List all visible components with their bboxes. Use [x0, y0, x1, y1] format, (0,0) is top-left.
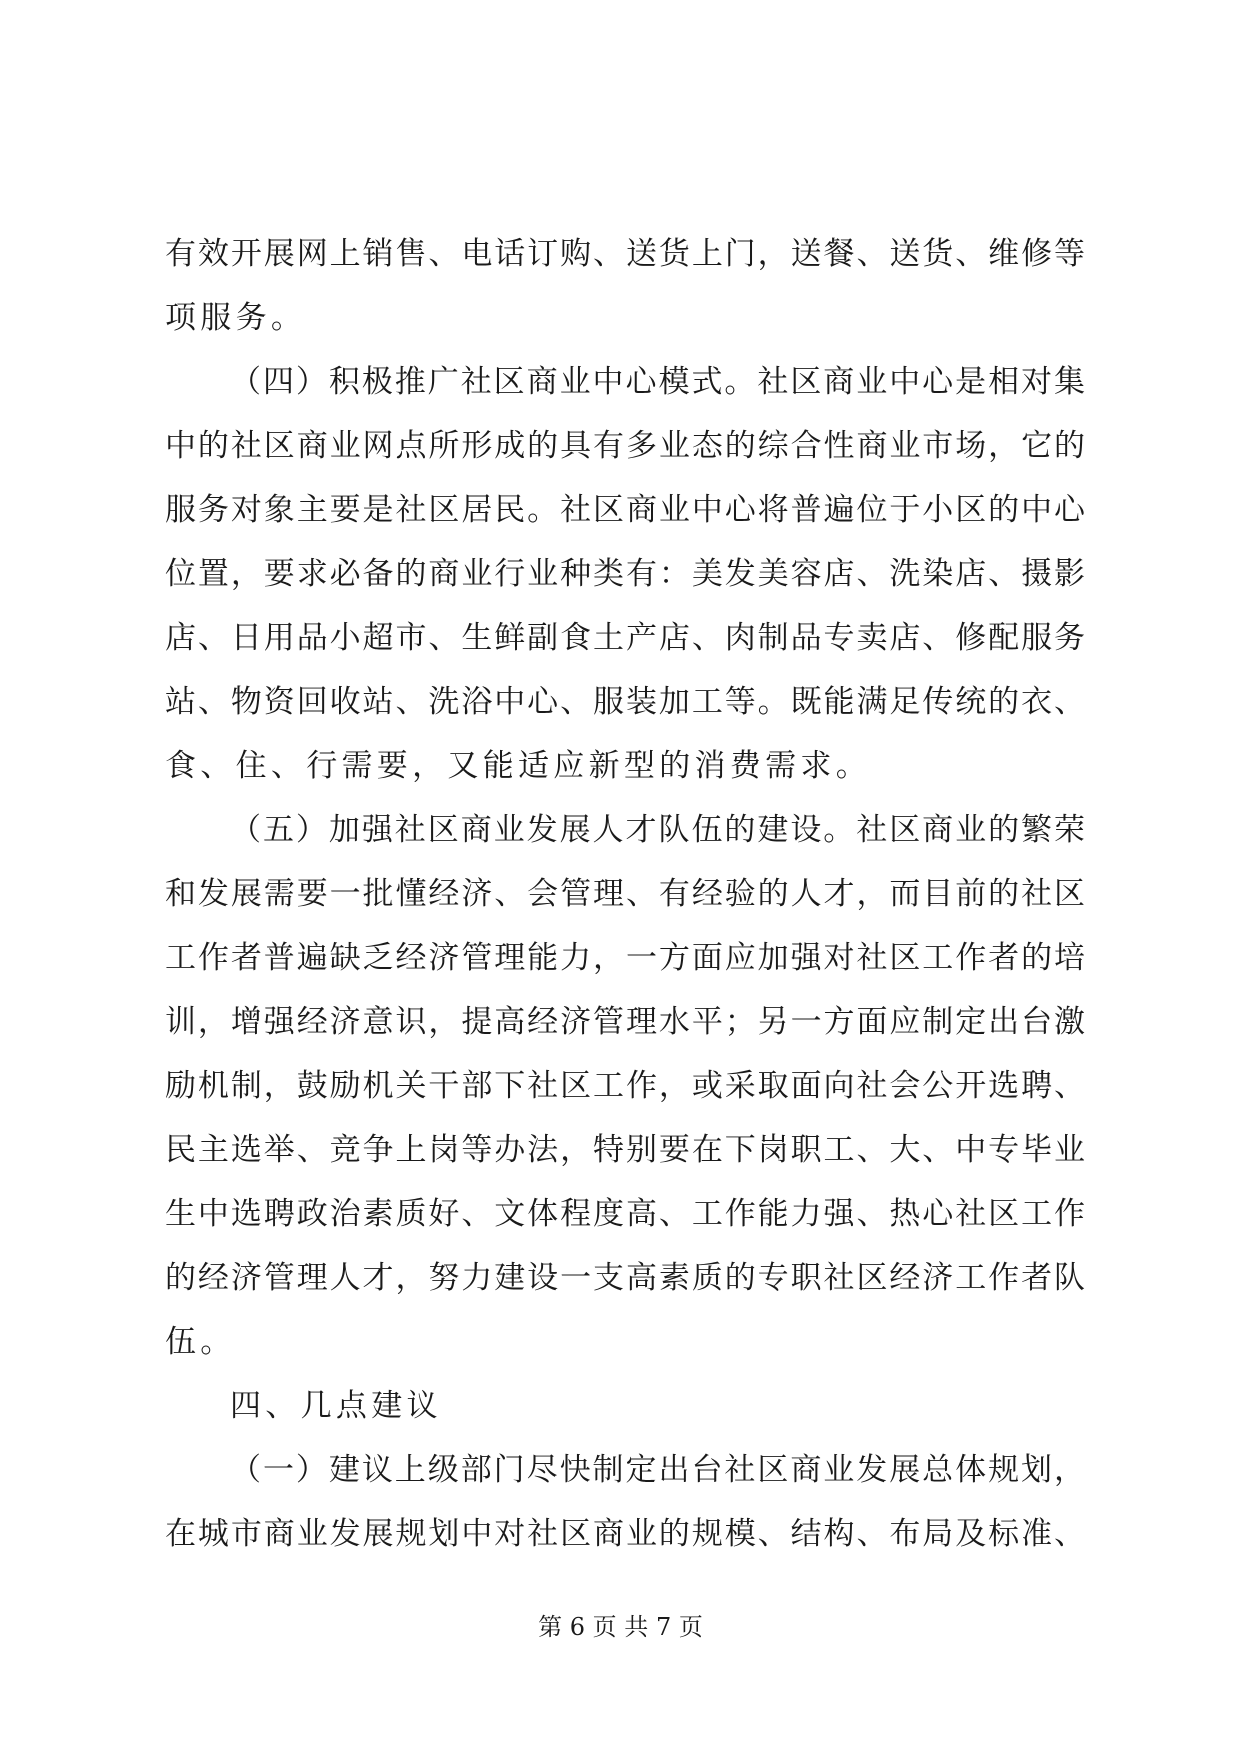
text-line: 励机制，鼓励机关干部下社区工作，或采取面向社会公开选聘、 — [165, 1068, 1085, 1104]
page-footer: 第 6 页 共 7 页 — [538, 1613, 703, 1641]
text-line: 生中选聘政治素质好、文体程度高、工作能力强、热心社区工作 — [165, 1196, 1085, 1232]
text-line: 店、日用品小超市、生鲜副食土产店、肉制品专卖店、修配服务 — [165, 620, 1085, 656]
text-line: 有效开展网上销售、电话订购、送货上门，送餐、送货、维修等 — [165, 236, 1085, 272]
text-line: 服务对象主要是社区居民。社区商业中心将普遍位于小区的中心 — [165, 492, 1085, 528]
text-line: 民主选举、竞争上岗等办法，特别要在下岗职工、大、中专毕业 — [165, 1132, 1085, 1168]
text-line: 位置，要求必备的商业行业种类有：美发美容店、洗染店、摄影 — [165, 556, 1085, 592]
text-line: 训，增强经济意识，提高经济管理水平；另一方面应制定出台激 — [165, 1004, 1085, 1040]
text-line: 食、住、行需要，又能适应新型的消费需求。 — [165, 748, 871, 784]
text-line: 伍。 — [165, 1324, 236, 1360]
text-line: 工作者普遍缺乏经济管理能力，一方面应加强对社区工作者的培 — [165, 940, 1085, 976]
text-line: 中的社区商业网点所形成的具有多业态的综合性商业市场，它的 — [165, 428, 1085, 464]
text-line: 项服务。 — [165, 300, 307, 336]
section-heading: 四、几点建议 — [230, 1388, 442, 1424]
text-line: 和发展需要一批懂经济、会管理、有经验的人才，而目前的社区 — [165, 876, 1085, 912]
paragraph-first-line: （四）积极推广社区商业中心模式。社区商业中心是相对集 — [230, 364, 1085, 400]
paragraph-first-line: （一）建议上级部门尽快制定出台社区商业发展总体规划， — [230, 1452, 1085, 1488]
paragraph-first-line: （五）加强社区商业发展人才队伍的建设。社区商业的繁荣 — [230, 812, 1085, 848]
text-line: 的经济管理人才，努力建设一支高素质的专职社区经济工作者队 — [165, 1260, 1085, 1296]
text-line: 在城市商业发展规划中对社区商业的规模、结构、布局及标准、 — [165, 1516, 1085, 1552]
text-line: 站、物资回收站、洗浴中心、服装加工等。既能满足传统的衣、 — [165, 684, 1085, 720]
